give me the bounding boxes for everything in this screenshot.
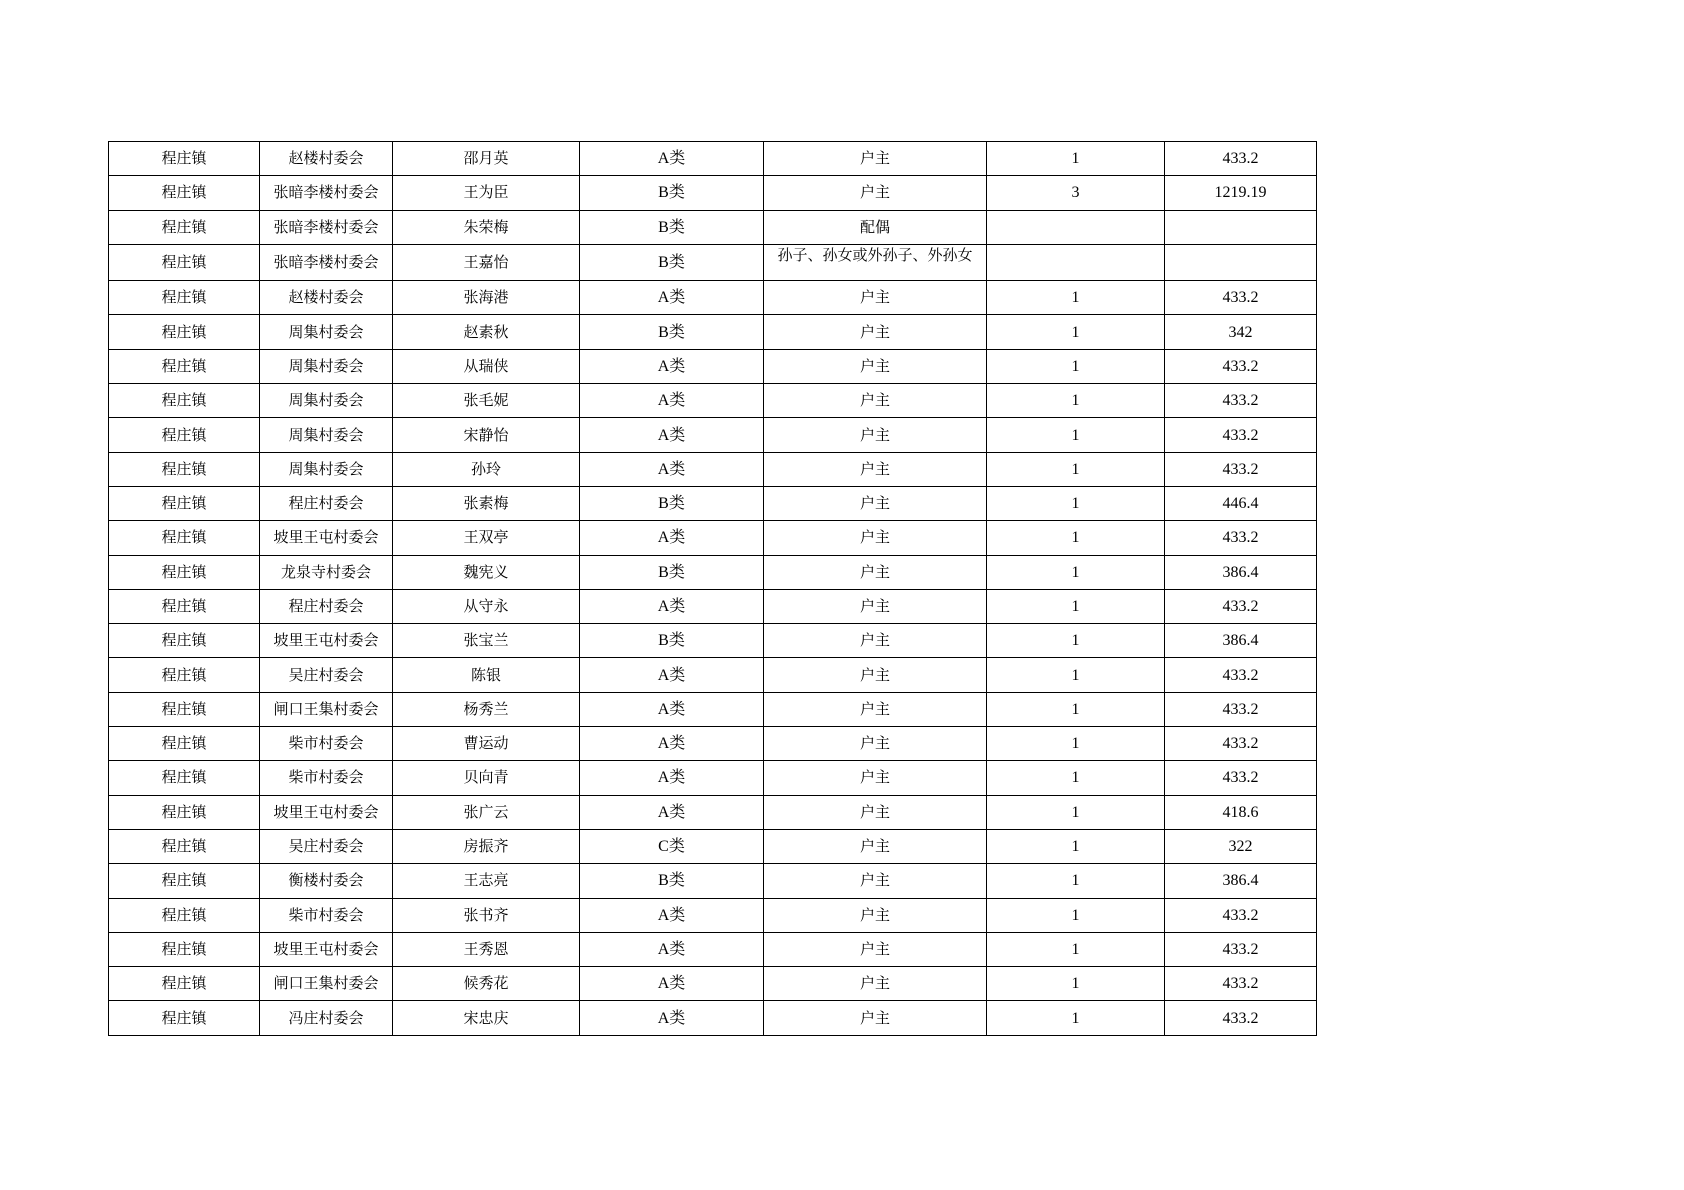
- table-body: [109, 142, 1317, 1036]
- count-cell: 1: [987, 521, 1165, 555]
- town-cell: 程庄镇: [109, 727, 260, 761]
- town-cell: 程庄镇: [109, 486, 260, 520]
- relation-cell: 户主: [764, 315, 987, 349]
- town-cell: 程庄镇: [109, 967, 260, 1001]
- village-cell: 程庄村委会: [260, 486, 393, 520]
- amount-cell: 418.6: [1165, 795, 1317, 829]
- name-cell: 从守永: [393, 589, 580, 623]
- village-cell: 程庄村委会: [260, 589, 393, 623]
- town-cell: 程庄镇: [109, 210, 260, 244]
- town-cell: 程庄镇: [109, 142, 260, 176]
- name-cell: 杨秀兰: [393, 692, 580, 726]
- count-cell: 1: [987, 761, 1165, 795]
- name-cell: 王志亮: [393, 864, 580, 898]
- category-cell: B类: [580, 315, 764, 349]
- table-row: [109, 521, 1317, 555]
- name-cell: 孙玲: [393, 452, 580, 486]
- relation-cell: 户主: [764, 142, 987, 176]
- name-cell: 王嘉怡: [393, 244, 580, 280]
- name-cell: 宋忠庆: [393, 1001, 580, 1035]
- relation-cell: 户主: [764, 1001, 987, 1035]
- name-cell: 候秀花: [393, 967, 580, 1001]
- category-cell: A类: [580, 384, 764, 418]
- town-cell: 程庄镇: [109, 692, 260, 726]
- table-row: [109, 142, 1317, 176]
- category-cell: A类: [580, 281, 764, 315]
- table-row: [109, 589, 1317, 623]
- table-row: [109, 349, 1317, 383]
- relation-cell: [764, 244, 987, 280]
- village-cell: 柴市村委会: [260, 761, 393, 795]
- name-cell: 邵月英: [393, 142, 580, 176]
- relation-cell: 户主: [764, 864, 987, 898]
- amount-cell: 1219.19: [1165, 176, 1317, 210]
- name-cell: 王为臣: [393, 176, 580, 210]
- amount-cell: 433.2: [1165, 932, 1317, 966]
- name-cell: 房振齐: [393, 829, 580, 863]
- category-cell: B类: [580, 864, 764, 898]
- village-cell: 衡楼村委会: [260, 864, 393, 898]
- town-cell: 程庄镇: [109, 315, 260, 349]
- relation-cell: 户主: [764, 281, 987, 315]
- table-row: [109, 244, 1317, 280]
- category-cell: A类: [580, 142, 764, 176]
- amount-cell: [1165, 210, 1317, 244]
- count-cell: 1: [987, 142, 1165, 176]
- relation-cell: 户主: [764, 176, 987, 210]
- amount-cell: 433.2: [1165, 761, 1317, 795]
- amount-cell: 433.2: [1165, 418, 1317, 452]
- name-cell: 陈银: [393, 658, 580, 692]
- category-cell: A类: [580, 1001, 764, 1035]
- amount-cell: 433.2: [1165, 692, 1317, 726]
- relation-cell: 户主: [764, 932, 987, 966]
- relation-cell: 户主: [764, 555, 987, 589]
- relation-cell: 户主: [764, 692, 987, 726]
- table-row: [109, 486, 1317, 520]
- relation-cell: 户主: [764, 795, 987, 829]
- table-row: [109, 555, 1317, 589]
- village-cell: 周集村委会: [260, 384, 393, 418]
- count-cell: 1: [987, 384, 1165, 418]
- category-cell: A类: [580, 967, 764, 1001]
- name-cell: 张书齐: [393, 898, 580, 932]
- category-cell: B类: [580, 176, 764, 210]
- table-row: [109, 418, 1317, 452]
- count-cell: 1: [987, 349, 1165, 383]
- amount-cell: 433.2: [1165, 1001, 1317, 1035]
- category-cell: A类: [580, 898, 764, 932]
- category-cell: A类: [580, 418, 764, 452]
- amount-cell: 433.2: [1165, 142, 1317, 176]
- table-row: [109, 281, 1317, 315]
- count-cell: 3: [987, 176, 1165, 210]
- category-cell: A类: [580, 761, 764, 795]
- town-cell: 程庄镇: [109, 864, 260, 898]
- category-cell: B类: [580, 555, 764, 589]
- count-cell: 1: [987, 727, 1165, 761]
- count-cell: [987, 210, 1165, 244]
- amount-cell: 433.2: [1165, 521, 1317, 555]
- count-cell: 1: [987, 864, 1165, 898]
- count-cell: 1: [987, 795, 1165, 829]
- name-cell: 张广云: [393, 795, 580, 829]
- town-cell: 程庄镇: [109, 418, 260, 452]
- town-cell: 程庄镇: [109, 244, 260, 280]
- village-cell: 吴庄村委会: [260, 658, 393, 692]
- name-cell: 张素梅: [393, 486, 580, 520]
- amount-cell: 433.2: [1165, 898, 1317, 932]
- category-cell: A类: [580, 658, 764, 692]
- count-cell: 1: [987, 658, 1165, 692]
- amount-cell: [1165, 244, 1317, 280]
- count-cell: 1: [987, 967, 1165, 1001]
- table-row: [109, 932, 1317, 966]
- name-cell: 贝向青: [393, 761, 580, 795]
- count-cell: 1: [987, 315, 1165, 349]
- category-cell: A类: [580, 692, 764, 726]
- village-cell: 张暗李楼村委会: [260, 244, 393, 280]
- table-row: [109, 829, 1317, 863]
- count-cell: 1: [987, 898, 1165, 932]
- relation-cell: 户主: [764, 418, 987, 452]
- town-cell: 程庄镇: [109, 624, 260, 658]
- table-row: [109, 761, 1317, 795]
- table-row: [109, 210, 1317, 244]
- amount-cell: 322: [1165, 829, 1317, 863]
- table-row: [109, 624, 1317, 658]
- village-cell: 赵楼村委会: [260, 142, 393, 176]
- town-cell: 程庄镇: [109, 521, 260, 555]
- town-cell: 程庄镇: [109, 658, 260, 692]
- name-cell: 曹运动: [393, 727, 580, 761]
- village-cell: 坡里王屯村委会: [260, 932, 393, 966]
- town-cell: 程庄镇: [109, 932, 260, 966]
- relation-cell: 户主: [764, 384, 987, 418]
- category-cell: A类: [580, 932, 764, 966]
- category-cell: A类: [580, 589, 764, 623]
- name-cell: 王秀恩: [393, 932, 580, 966]
- count-cell: 1: [987, 418, 1165, 452]
- category-cell: B类: [580, 624, 764, 658]
- relation-cell: 配偶: [764, 210, 987, 244]
- village-cell: 柴市村委会: [260, 727, 393, 761]
- category-cell: A类: [580, 727, 764, 761]
- count-cell: 1: [987, 589, 1165, 623]
- relation-cell: 户主: [764, 624, 987, 658]
- count-cell: 1: [987, 692, 1165, 726]
- town-cell: 程庄镇: [109, 795, 260, 829]
- village-cell: 龙泉寺村委会: [260, 555, 393, 589]
- village-cell: 张暗李楼村委会: [260, 176, 393, 210]
- town-cell: 程庄镇: [109, 829, 260, 863]
- town-cell: 程庄镇: [109, 898, 260, 932]
- village-cell: 赵楼村委会: [260, 281, 393, 315]
- category-cell: B类: [580, 210, 764, 244]
- relation-cell: 户主: [764, 658, 987, 692]
- category-cell: B类: [580, 244, 764, 280]
- name-cell: 赵素秋: [393, 315, 580, 349]
- amount-cell: 386.4: [1165, 555, 1317, 589]
- count-cell: 1: [987, 1001, 1165, 1035]
- town-cell: 程庄镇: [109, 589, 260, 623]
- relation-cell: 户主: [764, 589, 987, 623]
- amount-cell: 386.4: [1165, 864, 1317, 898]
- amount-cell: 386.4: [1165, 624, 1317, 658]
- count-cell: 1: [987, 555, 1165, 589]
- table-row: [109, 176, 1317, 210]
- table-row: [109, 967, 1317, 1001]
- amount-cell: 433.2: [1165, 384, 1317, 418]
- relation-cell: 户主: [764, 898, 987, 932]
- count-cell: 1: [987, 624, 1165, 658]
- amount-cell: 433.2: [1165, 349, 1317, 383]
- relation-cell: 户主: [764, 452, 987, 486]
- count-cell: [987, 244, 1165, 280]
- relation-cell: 户主: [764, 761, 987, 795]
- category-cell: A类: [580, 521, 764, 555]
- relation-cell: 户主: [764, 727, 987, 761]
- town-cell: 程庄镇: [109, 761, 260, 795]
- relation-cell: 户主: [764, 967, 987, 1001]
- name-cell: 魏宪义: [393, 555, 580, 589]
- town-cell: 程庄镇: [109, 176, 260, 210]
- table-row: [109, 727, 1317, 761]
- relation-cell-text: 孙子、孙女或外孙子、外孙女: [777, 246, 973, 264]
- table-row: [109, 658, 1317, 692]
- relation-cell: 户主: [764, 521, 987, 555]
- town-cell: 程庄镇: [109, 452, 260, 486]
- amount-cell: 433.2: [1165, 589, 1317, 623]
- category-cell: A类: [580, 349, 764, 383]
- category-cell: C类: [580, 829, 764, 863]
- town-cell: 程庄镇: [109, 555, 260, 589]
- village-cell: 周集村委会: [260, 315, 393, 349]
- village-cell: 冯庄村委会: [260, 1001, 393, 1035]
- category-cell: A类: [580, 452, 764, 486]
- village-cell: 坡里王屯村委会: [260, 624, 393, 658]
- town-cell: 程庄镇: [109, 349, 260, 383]
- table-row: [109, 315, 1317, 349]
- amount-cell: 433.2: [1165, 658, 1317, 692]
- table-row: [109, 898, 1317, 932]
- relation-cell: 户主: [764, 349, 987, 383]
- name-cell: 王双亭: [393, 521, 580, 555]
- village-cell: 周集村委会: [260, 349, 393, 383]
- town-cell: 程庄镇: [109, 1001, 260, 1035]
- count-cell: 1: [987, 486, 1165, 520]
- table-row: [109, 384, 1317, 418]
- name-cell: 宋静怡: [393, 418, 580, 452]
- table-row: [109, 452, 1317, 486]
- village-cell: 周集村委会: [260, 418, 393, 452]
- relation-cell: 户主: [764, 486, 987, 520]
- amount-cell: 446.4: [1165, 486, 1317, 520]
- table-row: [109, 1001, 1317, 1035]
- village-cell: 柴市村委会: [260, 898, 393, 932]
- village-cell: 闸口王集村委会: [260, 692, 393, 726]
- village-cell: 闸口王集村委会: [260, 967, 393, 1001]
- name-cell: 朱荣梅: [393, 210, 580, 244]
- town-cell: 程庄镇: [109, 281, 260, 315]
- count-cell: 1: [987, 829, 1165, 863]
- amount-cell: 433.2: [1165, 452, 1317, 486]
- town-cell: 程庄镇: [109, 384, 260, 418]
- amount-cell: 342: [1165, 315, 1317, 349]
- count-cell: 1: [987, 281, 1165, 315]
- category-cell: A类: [580, 795, 764, 829]
- name-cell: 张毛妮: [393, 384, 580, 418]
- data-table: [108, 141, 1317, 1036]
- name-cell: 张海港: [393, 281, 580, 315]
- count-cell: 1: [987, 932, 1165, 966]
- village-cell: 张暗李楼村委会: [260, 210, 393, 244]
- relation-cell: 户主: [764, 829, 987, 863]
- village-cell: 吴庄村委会: [260, 829, 393, 863]
- category-cell: B类: [580, 486, 764, 520]
- table-row: [109, 864, 1317, 898]
- table-row: [109, 692, 1317, 726]
- table-row: [109, 795, 1317, 829]
- amount-cell: 433.2: [1165, 727, 1317, 761]
- amount-cell: 433.2: [1165, 967, 1317, 1001]
- name-cell: 从瑞侠: [393, 349, 580, 383]
- village-cell: 坡里王屯村委会: [260, 795, 393, 829]
- amount-cell: 433.2: [1165, 281, 1317, 315]
- village-cell: 坡里王屯村委会: [260, 521, 393, 555]
- village-cell: 周集村委会: [260, 452, 393, 486]
- spreadsheet-page: [108, 141, 1317, 1036]
- count-cell: 1: [987, 452, 1165, 486]
- name-cell: 张宝兰: [393, 624, 580, 658]
